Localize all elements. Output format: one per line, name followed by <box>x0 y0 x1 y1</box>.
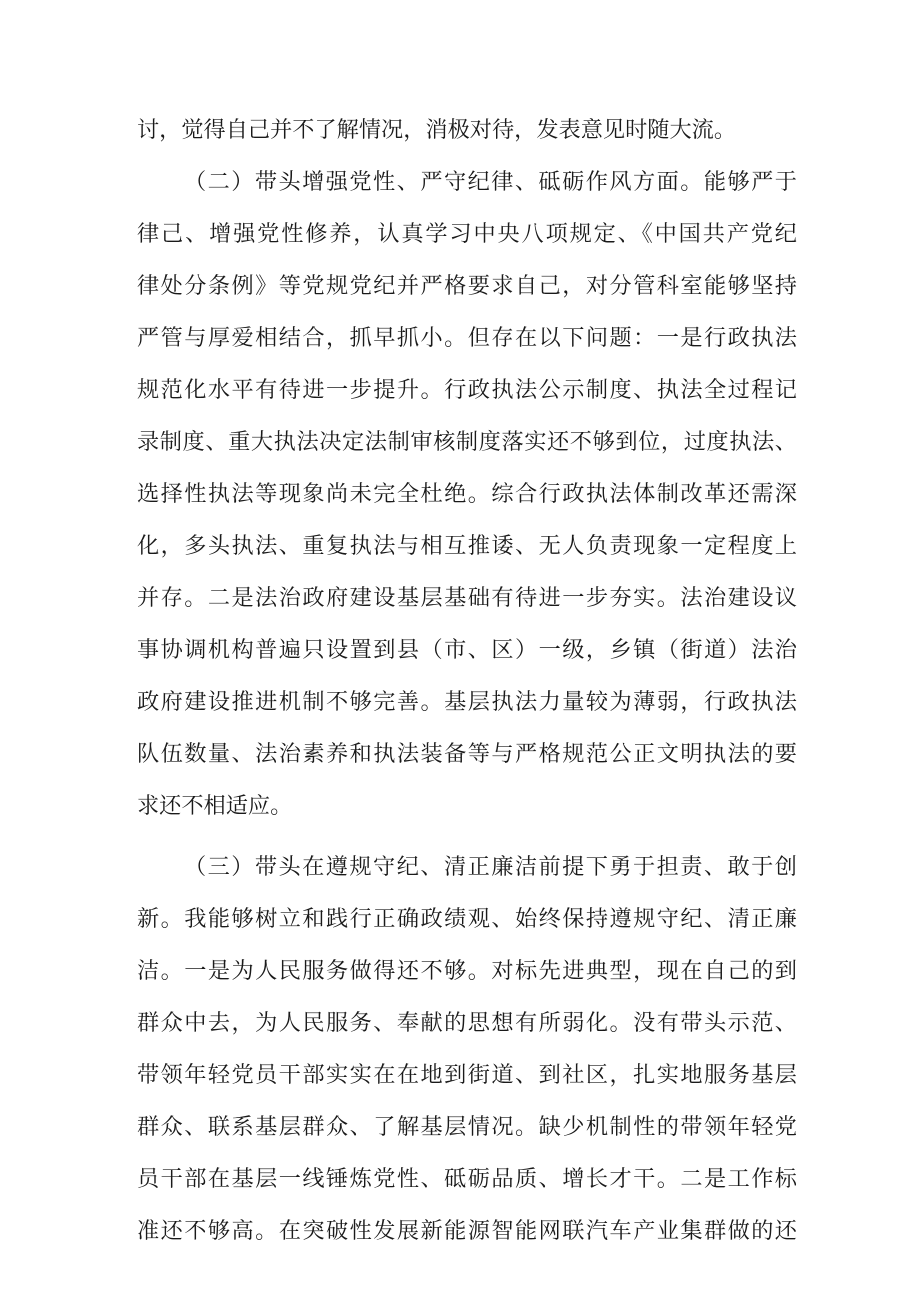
paragraph-line: 员干部在基层一线锤炼党性、砥砺品质、增长才干。二是工作标 <box>137 1166 797 1192</box>
paragraph-line: 并存。二是法治政府建设基层基础有待进一步夯实。法治建设议 <box>137 585 797 611</box>
paragraph-line: 群众中去，为人民服务、奉献的思想有所弱化。没有带头示范、 <box>137 1010 797 1036</box>
paragraph-line: 录制度、重大执法决定法制审核制度落实还不够到位，过度执法、 <box>137 429 797 455</box>
section-heading-3: （三）带头在遵规守纪、清正廉洁前提下勇于担责、敢于创 <box>184 854 797 880</box>
paragraph-line: 队伍数量、法治素养和执法装备等与严格规范公正文明执法的要 <box>137 741 797 767</box>
paragraph-line: 群众、联系基层群众、了解基层情况。缺少机制性的带领年轻党 <box>137 1114 797 1140</box>
paragraph-line: 准还不够高。在突破性发展新能源智能网联汽车产业集群做的还 <box>137 1218 797 1244</box>
paragraph-line: 严管与厚爱相结合，抓早抓小。但存在以下问题：一是行政执法 <box>137 325 797 351</box>
paragraph-line: 带领年轻党员干部实实在在地到街道、到社区，扎实地服务基层 <box>137 1062 797 1088</box>
paragraph-line: 讨，觉得自己并不了解情况，消极对待，发表意见时随大流。 <box>137 117 737 143</box>
paragraph-line: 规范化水平有待进一步提升。行政执法公示制度、执法全过程记 <box>137 377 797 403</box>
paragraph-line: 政府建设推进机制不够完善。基层执法力量较为薄弱，行政执法 <box>137 689 797 715</box>
paragraph-line: 选择性执法等现象尚未完全杜绝。综合行政执法体制改革还需深 <box>137 481 797 507</box>
paragraph-line: 化，多头执法、重复执法与相互推诿、无人负责现象一定程度上 <box>137 533 797 559</box>
paragraph-line: 新。我能够树立和践行正确政绩观、始终保持遵规守纪、清正廉 <box>137 906 797 932</box>
paragraph-line: 律己、增强党性修养，认真学习中央八项规定、《中国共产党纪 <box>137 221 797 247</box>
paragraph-line: 求还不相适应。 <box>137 793 293 819</box>
paragraph-line: 洁。一是为人民服务做得还不够。对标先进典型，现在自己的到 <box>137 958 797 984</box>
section-heading-2: （二）带头增强党性、严守纪律、砥砺作风方面。能够严于 <box>184 169 797 195</box>
paragraph-line: 事协调机构普遍只设置到县（市、区）一级，乡镇（街道）法治 <box>137 637 797 663</box>
paragraph-line: 律处分条例》等党规党纪并严格要求自己，对分管科室能够坚持 <box>137 273 797 299</box>
